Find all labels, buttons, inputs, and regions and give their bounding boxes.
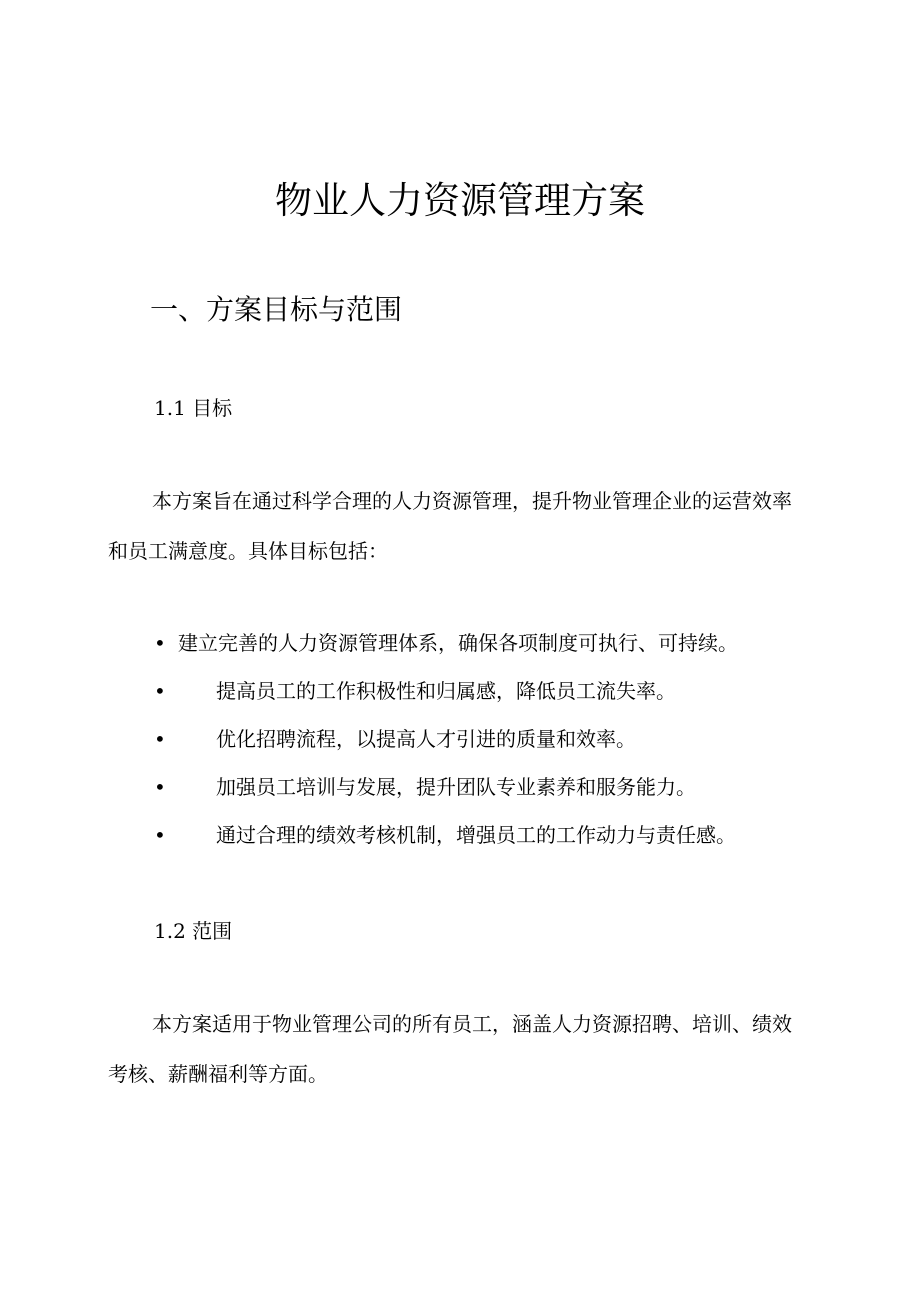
bullet-icon: • (154, 631, 166, 655)
subsection-heading-goals: 1.1 目标 (154, 396, 233, 420)
document-title: 物业人力资源管理方案 (275, 179, 645, 222)
section-heading: 一、方案目标与范围 (150, 293, 403, 326)
list-item-text: 加强员工培训与发展，提升团队专业素养和服务能力。 (216, 775, 696, 799)
bullet-icon: • (154, 823, 166, 847)
subsection-heading-scope: 1.2 范围 (154, 919, 233, 943)
list-item (150, 668, 850, 716)
list-item-text: 提高员工的工作积极性和归属感，降低员工流失率。 (216, 679, 676, 703)
goals-bullet-list (150, 620, 850, 860)
scope-paragraph: 本方案适用于物业管理公司的所有员工，涵盖人力资源招聘、培训、绩效考核、薪酬福利等方面。 (108, 1012, 792, 1086)
goals-paragraph: 本方案旨在通过科学合理的人力资源管理，提升物业管理企业的运营效率和员工满意度。具体目标包括： (108, 489, 792, 563)
list-item-text: 通过合理的绩效考核机制，增强员工的工作动力与责任感。 (216, 823, 736, 847)
list-item (150, 812, 850, 860)
list-item (150, 620, 850, 668)
bullet-icon: • (154, 727, 166, 751)
list-item (150, 764, 850, 812)
bullet-icon: • (154, 775, 166, 799)
list-item (150, 716, 850, 764)
bullet-icon: • (154, 679, 166, 703)
list-item-text: 建立完善的人力资源管理体系，确保各项制度可执行、可持续。 (178, 631, 738, 655)
list-item-text: 优化招聘流程，以提高人才引进的质量和效率。 (216, 727, 636, 751)
